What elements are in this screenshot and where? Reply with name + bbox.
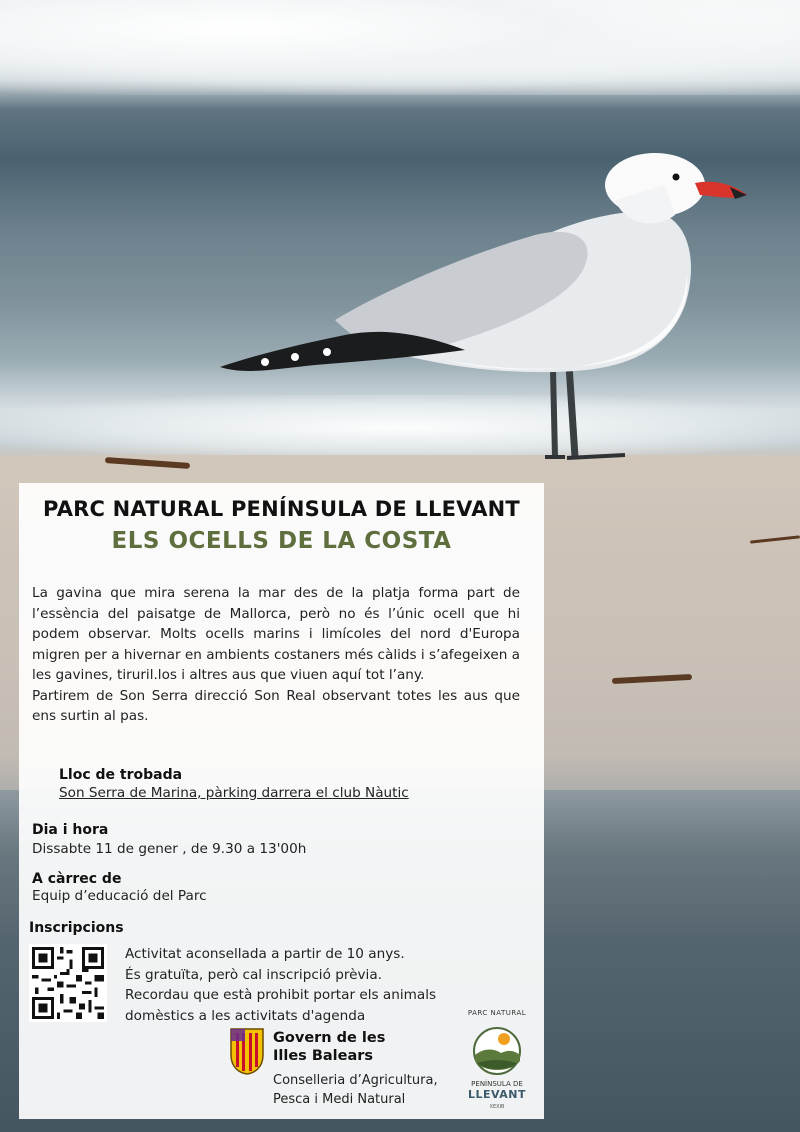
- description-paragraph: La gavina que mira serena la mar des de la platja forma part de l’essència del paisatge de Mallorca, però no és l’únic ocell que hi podem observar. Molts ocells marins i limícoles del nord d'Europa migren per a hivernar en ambients costaners més càlids i s’afegeixen a les gavines, tiruril.los i altres aus que viuen aquí tot l’any.: [32, 585, 520, 683]
- government-name-line: Illes Balears: [273, 1048, 374, 1064]
- breaking-wave-foam: [0, 0, 800, 95]
- park-logo-line: PENÍNSULA DE: [471, 1080, 523, 1088]
- government-department: [273, 1071, 438, 1109]
- registration-note: Activitat aconsellada a partir de 10 anys.: [125, 946, 405, 962]
- government-name: [273, 1029, 385, 1065]
- event-info-panel: [19, 483, 544, 1119]
- registration-qr-code[interactable]: [29, 944, 107, 1022]
- page-title: PARC NATURAL PENÍNSULA DE LLEVANT: [43, 497, 520, 521]
- date-time-value: Dissabte 11 de gener , de 9.30 a 13'00h: [32, 841, 307, 857]
- government-name-line: Govern de les: [273, 1030, 386, 1046]
- government-logo: [229, 1027, 489, 1117]
- department-line: Conselleria d’Agricultura,: [273, 1073, 438, 1088]
- park-logo-top-text: PARC NATURAL: [467, 1009, 527, 1017]
- park-emblem-icon: [471, 1021, 523, 1077]
- department-line: Pesca i Medi Natural: [273, 1092, 406, 1107]
- park-logo-name: LLEVANT: [467, 1088, 527, 1101]
- seagull-illustration: [215, 145, 755, 465]
- date-time-label: Dia i hora: [32, 822, 109, 838]
- registration-label: Inscripcions: [29, 920, 124, 936]
- registration-note: domèstics a les activitats d'agenda: [125, 1007, 366, 1024]
- organizer-value: Equip d’educació del Parc: [32, 888, 207, 904]
- registration-note: Recordau que està prohibit portar els animals: [125, 987, 437, 1003]
- event-subtitle: ELS OCELLS DE LA COSTA: [111, 528, 452, 554]
- description-paragraph: Partirem de Son Serra direcció Son Real observant totes les aus que ens surtin al pas.: [32, 687, 520, 724]
- park-logo-small-text: XEXIB: [489, 1104, 505, 1110]
- meeting-place-value: Son Serra de Marina, pàrking darrera el club Nàutic: [59, 785, 409, 801]
- balearic-shield-icon: [229, 1027, 265, 1075]
- park-logo: [459, 1009, 535, 1117]
- organizer-label: A càrrec de: [32, 871, 122, 887]
- registration-notes: [125, 944, 437, 1026]
- event-description: [32, 583, 520, 727]
- meeting-place-label: Lloc de trobada: [59, 767, 183, 783]
- registration-note: És gratuïta, però cal inscripció prèvia.: [125, 966, 382, 983]
